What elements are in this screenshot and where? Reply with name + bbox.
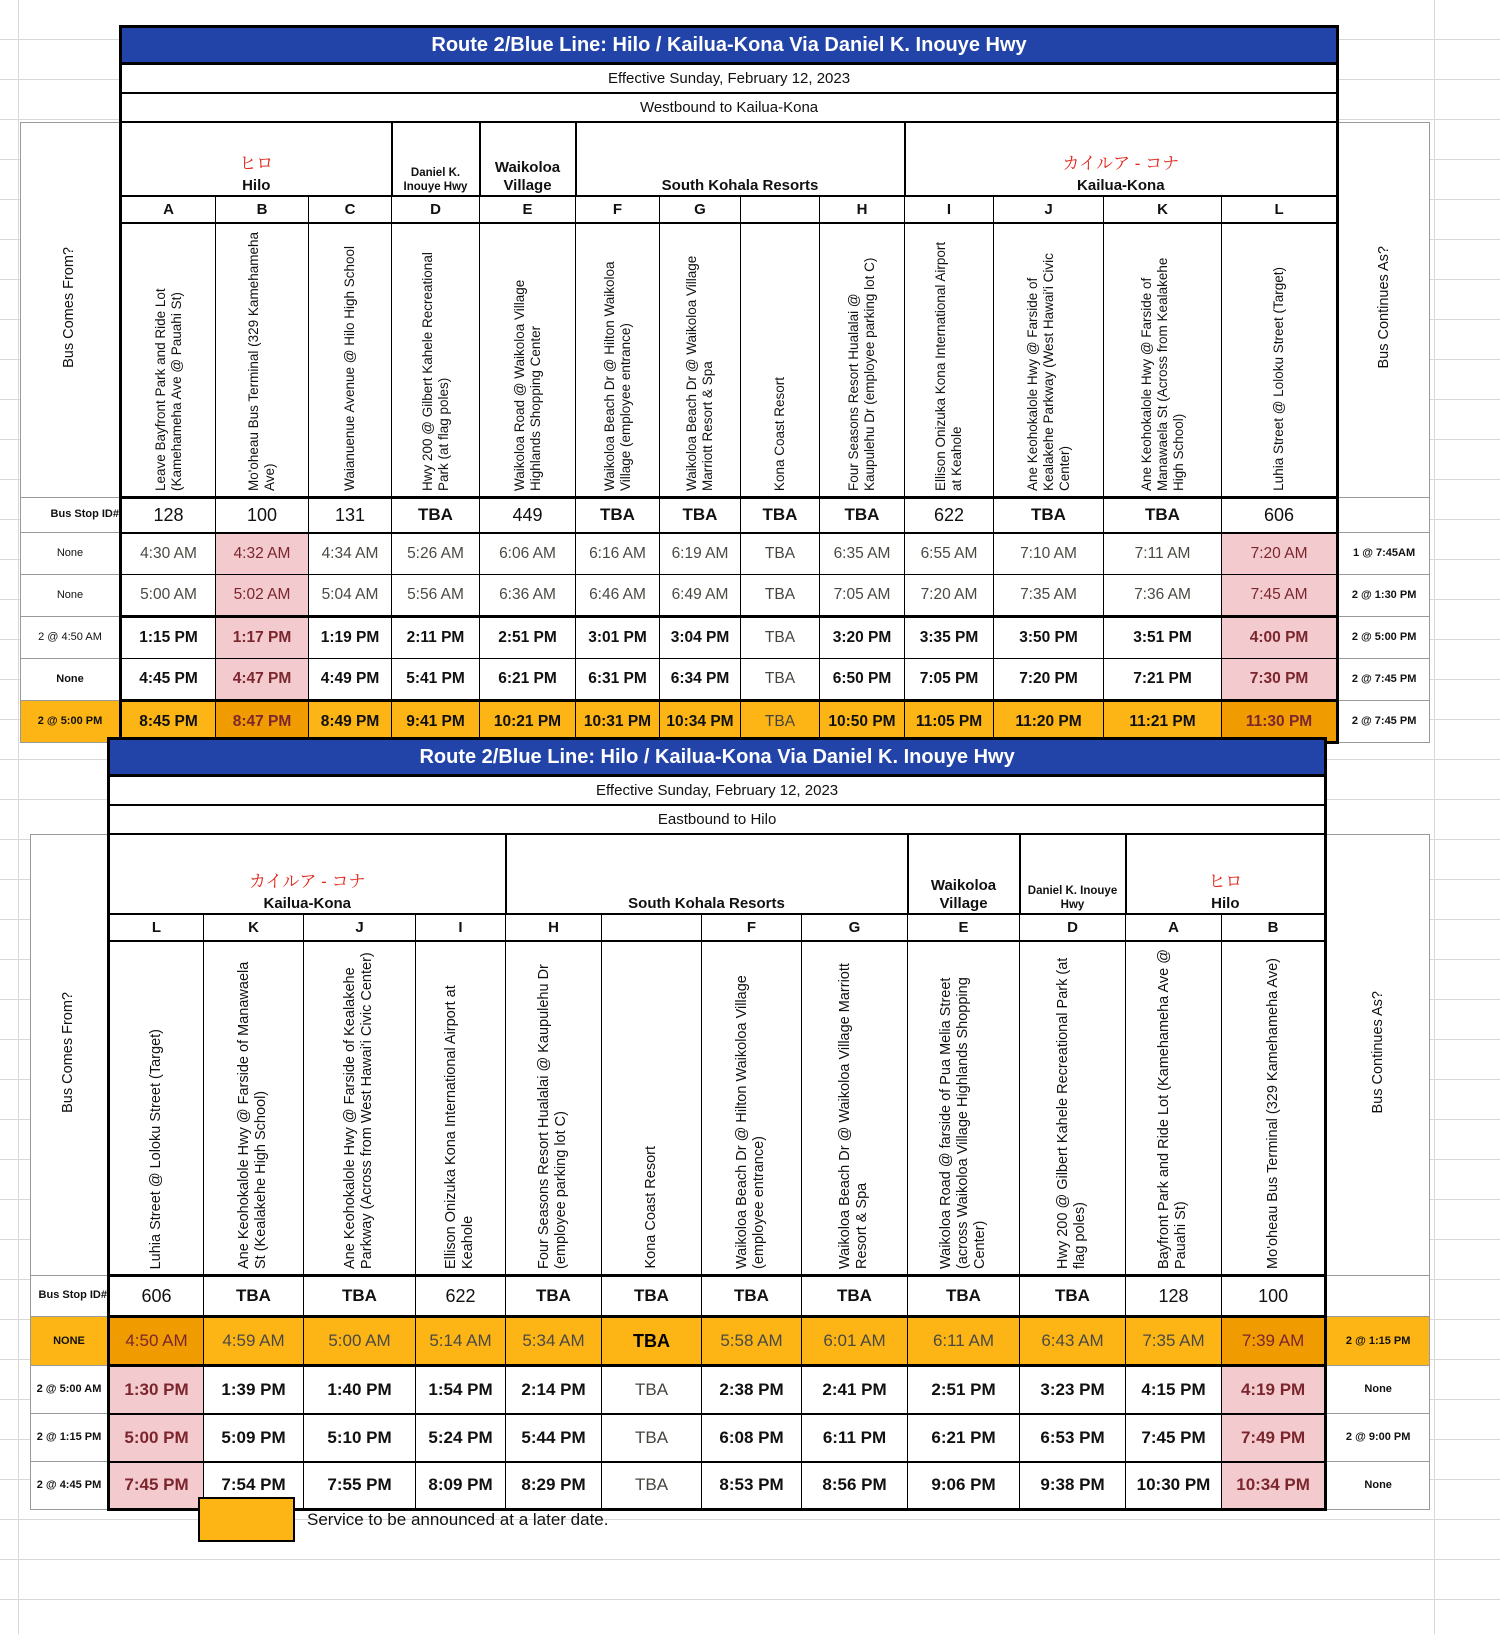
column-letter: H (506, 914, 602, 941)
schedule-table (30, 737, 1430, 1511)
time-cell: 7:11 AM (1104, 533, 1222, 575)
bus-comes-from-value: None (21, 659, 121, 701)
time-cell: 3:35 PM (905, 617, 994, 659)
time-cell: 5:04 AM (309, 575, 392, 617)
bus-stop-id: 622 (905, 498, 994, 533)
region-name: Daniel K. Inouye Hwy (403, 167, 468, 194)
stop-name: Waikoloa Beach Dr @ Hilton Waikoloa Village (employee entrance) (601, 261, 633, 491)
time-cell: 11:30 PM (1222, 701, 1338, 743)
grid-vline-left (18, 0, 19, 1634)
stop-name: Luhia Street @ Loloku Street (Target) (1271, 267, 1287, 491)
tba-legend (198, 1497, 608, 1542)
stop-name-cell (908, 941, 1020, 1276)
column-letter: K (1104, 196, 1222, 223)
bus-continues-as-label: Bus Continues As? (1369, 990, 1386, 1114)
time-cell: 4:59 AM (204, 1317, 304, 1366)
time-cell: 7:54 PM (204, 1462, 304, 1510)
time-cell: 5:14 AM (416, 1317, 506, 1366)
stop-name: Ellison Onizuka Kona International Airport at Keahole (933, 241, 964, 491)
stop-name: Waikoloa Beach Dr @ Waikoloa Village Marriott Resort & Spa (684, 255, 715, 491)
stop-name: Ane Keohokalole Hwy @ Farside of Kealakehe Parkway (West Hawai'i Civic Center) (1024, 253, 1072, 491)
stop-name-cell (741, 223, 820, 498)
bus-stop-id: TBA (802, 1276, 908, 1317)
time-cell: 8:29 PM (506, 1462, 602, 1510)
time-cell: 7:20 PM (994, 659, 1104, 701)
region-name: Daniel K. Inouye Hwy (1027, 885, 1118, 912)
bus-stop-id: TBA (702, 1276, 802, 1317)
time-cell: 5:44 PM (506, 1414, 602, 1462)
stop-name-cell (702, 941, 802, 1276)
stop-name: Waikoloa Beach Dr @ Hilton Waikoloa Village (employee entrance) (734, 975, 768, 1269)
bus-continues-as-value: 2 @ 7:45 PM (1338, 701, 1430, 743)
time-cell: 8:47 PM (216, 701, 309, 743)
time-cell: 1:39 PM (204, 1366, 304, 1414)
bus-stop-id: TBA (602, 1276, 702, 1317)
stop-name: Ane Keohokalole Hwy @ Farside of Manawaela St (Kealakehe High School) (236, 961, 270, 1269)
time-cell: 3:50 PM (994, 617, 1104, 659)
bus-stop-id: 131 (309, 498, 392, 533)
column-letter: B (1222, 914, 1326, 941)
bus-comes-from-value: None (21, 533, 121, 575)
bus-continues-as-value: 2 @ 1:30 PM (1338, 575, 1430, 617)
time-cell: 5:10 PM (304, 1414, 416, 1462)
stop-name-cell (602, 941, 702, 1276)
stop-name-cell (1126, 941, 1222, 1276)
time-cell: 1:15 PM (121, 617, 216, 659)
column-letter: G (660, 196, 741, 223)
time-cell: 6:11 PM (802, 1414, 908, 1462)
stop-name: Hwy 200 @ Gilbert Kahele Recreational Park (at flag poles) (1055, 957, 1089, 1269)
time-cell: 3:51 PM (1104, 617, 1222, 659)
time-cell: 6:16 AM (576, 533, 660, 575)
region-group (392, 122, 480, 196)
time-cell: 7:45 PM (1126, 1414, 1222, 1462)
column-letter (741, 196, 820, 223)
margin-spacer (21, 27, 121, 64)
time-cell: TBA (602, 1414, 702, 1462)
time-cell: 7:45 AM (1222, 575, 1338, 617)
grid-vline-right (1434, 0, 1435, 1634)
time-cell: 4:47 PM (216, 659, 309, 701)
time-cell: 4:19 PM (1222, 1366, 1326, 1414)
time-cell: 6:31 PM (576, 659, 660, 701)
bus-comes-from-value: 2 @ 1:15 PM (31, 1414, 109, 1462)
time-cell: 2:38 PM (702, 1366, 802, 1414)
stop-name: Kona Coast Resort (642, 1146, 659, 1269)
stop-name: Hwy 200 @ Gilbert Kahele Recreational Park (at flag poles) (419, 252, 451, 491)
time-cell: 3:01 PM (576, 617, 660, 659)
time-cell: 6:19 AM (660, 533, 741, 575)
time-cell: 5:41 PM (392, 659, 480, 701)
time-cell: 6:50 PM (820, 659, 905, 701)
time-cell: 10:34 PM (660, 701, 741, 743)
column-letter: I (905, 196, 994, 223)
stop-name-cell (304, 941, 416, 1276)
bus-stop-id: 128 (1126, 1276, 1222, 1317)
region-name: Waikoloa Village (494, 159, 561, 194)
column-letter: L (109, 914, 204, 941)
stop-name-cell (392, 223, 480, 498)
stop-name: Ane Keohokalole Hwy @ Farside of Kealakehe Parkway (Across from West Hawai'i Civic Center) (342, 952, 376, 1269)
time-cell: 1:30 PM (109, 1366, 204, 1414)
bus-comes-from-value: 2 @ 4:45 PM (31, 1462, 109, 1510)
column-letter: D (1020, 914, 1126, 941)
bus-continues-as-header (1326, 834, 1430, 1276)
time-cell: 5:24 PM (416, 1414, 506, 1462)
time-cell: TBA (602, 1462, 702, 1510)
bus-stop-id-label: Bus Stop ID# (21, 498, 121, 533)
time-cell: 4:45 PM (121, 659, 216, 701)
time-cell: 2:11 PM (392, 617, 480, 659)
stop-name: Luhia Street @ Loloku Street (Target) (147, 1028, 164, 1269)
time-cell: 7:35 AM (1126, 1317, 1222, 1366)
stop-name-cell (506, 941, 602, 1276)
stop-name: Waianuenue Avenue @ Hilo High School (342, 246, 358, 491)
direction-label: Eastbound to Hilo (109, 805, 1326, 834)
margin-spacer (1326, 739, 1430, 776)
time-cell: 1:17 PM (216, 617, 309, 659)
stop-name: Leave Bayfront Park and Ride Lot (Kamehameha Ave @ Pauahi St) (152, 288, 184, 491)
time-cell: 7:10 AM (994, 533, 1104, 575)
margin-spacer (31, 776, 109, 806)
bus-comes-from-label: Bus Comes From? (60, 991, 77, 1113)
region-group (506, 834, 908, 914)
region-name: South Kohala Resorts (661, 177, 819, 194)
column-letter: J (994, 196, 1104, 223)
margin-spacer (31, 739, 109, 776)
eastbound-timetable (30, 737, 1430, 1511)
region-name: Hilo (242, 177, 271, 194)
bus-comes-from-value: NONE (31, 1317, 109, 1366)
margin-spacer (21, 93, 121, 122)
bus-stop-id: TBA (392, 498, 480, 533)
effective-date: Effective Sunday, February 12, 2023 (121, 64, 1338, 94)
bus-stop-id: 606 (109, 1276, 204, 1317)
tba-legend-text: Service to be announced at a later date. (307, 1509, 609, 1529)
column-letter: K (204, 914, 304, 941)
time-cell: 6:53 PM (1020, 1414, 1126, 1462)
time-cell: 10:31 PM (576, 701, 660, 743)
stop-name: Kona Coast Resort (772, 376, 788, 491)
stop-name: Waikoloa Road @ farside of Pua Melia Street (across Waikoloa Village Highlands Shopping Center) (937, 977, 989, 1269)
schedule-table (20, 25, 1430, 744)
time-cell: 9:06 PM (908, 1462, 1020, 1510)
time-cell: 7:55 PM (304, 1462, 416, 1510)
bus-stop-id: TBA (820, 498, 905, 533)
time-cell: 10:21 PM (480, 701, 576, 743)
region-group (121, 122, 392, 196)
time-cell: 6:49 AM (660, 575, 741, 617)
bus-continues-as-value: None (1326, 1366, 1430, 1414)
westbound-timetable (20, 25, 1430, 744)
time-cell: 6:08 PM (702, 1414, 802, 1462)
time-cell: 5:56 AM (392, 575, 480, 617)
column-letter: F (702, 914, 802, 941)
stop-name-cell (1104, 223, 1222, 498)
time-cell: 4:30 AM (121, 533, 216, 575)
time-cell: 5:26 AM (392, 533, 480, 575)
bus-continues-as-label: Bus Continues As? (1375, 245, 1392, 369)
column-letter: F (576, 196, 660, 223)
bus-stop-id: TBA (741, 498, 820, 533)
stop-name-cell (480, 223, 576, 498)
stop-name-cell (905, 223, 994, 498)
time-cell: 9:41 PM (392, 701, 480, 743)
stop-name: Ane Keohokalole Hwy @ Farside of Manawaela St (Across from Kealakehe High School) (1138, 257, 1186, 491)
stop-name-cell (660, 223, 741, 498)
region-group (1126, 834, 1326, 914)
time-cell: 2:14 PM (506, 1366, 602, 1414)
time-cell: 7:39 AM (1222, 1317, 1326, 1366)
region-name-japanese: カイルア - コナ (248, 871, 366, 891)
bus-continues-as-value: 2 @ 1:15 PM (1326, 1317, 1430, 1366)
stop-name: Waikoloa Road @ Waikoloa Village Highlands Shopping Center (511, 279, 543, 491)
stop-name-cell (820, 223, 905, 498)
time-cell: TBA (741, 575, 820, 617)
stop-name: Bayfront Park and Ride Lot (Kamehameha Ave @ Pauahi St) (1156, 949, 1190, 1269)
time-cell: 6:11 AM (908, 1317, 1020, 1366)
margin-spacer (31, 805, 109, 834)
bus-comes-from-header (31, 834, 109, 1276)
region-name: Waikoloa Village (930, 877, 997, 912)
region-name: South Kohala Resorts (628, 895, 785, 912)
bus-stop-id: TBA (506, 1276, 602, 1317)
time-cell: TBA (602, 1317, 702, 1366)
direction-label: Westbound to Kailua-Kona (121, 93, 1338, 122)
bus-stop-id: TBA (1020, 1276, 1126, 1317)
region-name: Kailua-Kona (1077, 177, 1165, 194)
time-cell: 5:58 AM (702, 1317, 802, 1366)
time-cell: 6:55 AM (905, 533, 994, 575)
margin-spacer (1326, 805, 1430, 834)
stop-name: Ellison Onizuka Kona International Airport at Keahole (443, 985, 477, 1269)
bus-comes-from-value: 2 @ 5:00 PM (21, 701, 121, 743)
time-cell: 6:06 AM (480, 533, 576, 575)
bus-continues-as-header (1338, 122, 1430, 498)
table-title: Route 2/Blue Line: Hilo / Kailua-Kona Via Daniel K. Inouye Hwy (109, 739, 1326, 776)
bus-comes-from-label: Bus Comes From? (61, 246, 78, 368)
side-empty-cell (1326, 1276, 1430, 1317)
time-cell: 5:00 AM (304, 1317, 416, 1366)
bus-continues-as-value: 2 @ 7:45 PM (1338, 659, 1430, 701)
bus-comes-from-value: 2 @ 5:00 AM (31, 1366, 109, 1414)
stop-name: Four Seasons Resort Hualalai @ Kaupulehu Dr (employee parking lot C) (536, 964, 570, 1269)
bus-continues-as-value: 2 @ 9:00 PM (1326, 1414, 1430, 1462)
bus-stop-id: TBA (908, 1276, 1020, 1317)
stop-name: Waikoloa Beach Dr @ Waikoloa Village Marriott Resort & Spa (837, 963, 871, 1269)
region-group (908, 834, 1020, 914)
time-cell: 8:53 PM (702, 1462, 802, 1510)
bus-stop-id: 449 (480, 498, 576, 533)
column-letter: G (802, 914, 908, 941)
region-name: Hilo (1211, 895, 1240, 912)
time-cell: 8:56 PM (802, 1462, 908, 1510)
region-group (905, 122, 1338, 196)
bus-stop-id: TBA (204, 1276, 304, 1317)
time-cell: 5:34 AM (506, 1317, 602, 1366)
stop-name-cell (576, 223, 660, 498)
stop-name: Four Seasons Resort Hualalai @ Kaupulehu Dr (employee parking lot C) (846, 257, 877, 491)
bus-stop-id: TBA (576, 498, 660, 533)
bus-stop-id-label: Bus Stop ID# (31, 1276, 109, 1317)
stop-name-cell (1222, 941, 1326, 1276)
column-letter (602, 914, 702, 941)
time-cell: 4:15 PM (1126, 1366, 1222, 1414)
stop-name-cell (121, 223, 216, 498)
time-cell: 7:49 PM (1222, 1414, 1326, 1462)
region-group (480, 122, 576, 196)
time-cell: 6:43 AM (1020, 1317, 1126, 1366)
stop-name: Mo'oheau Bus Terminal (329 Kamehameha Ave) (246, 232, 277, 491)
time-cell: 5:00 PM (109, 1414, 204, 1462)
table-title: Route 2/Blue Line: Hilo / Kailua-Kona Via Daniel K. Inouye Hwy (121, 27, 1338, 64)
time-cell: 6:46 AM (576, 575, 660, 617)
time-cell: 11:05 PM (905, 701, 994, 743)
time-cell: 7:20 AM (905, 575, 994, 617)
region-name-japanese: ヒロ (239, 153, 274, 173)
bus-stop-id: TBA (304, 1276, 416, 1317)
time-cell: 5:00 AM (121, 575, 216, 617)
time-cell: 6:01 AM (802, 1317, 908, 1366)
region-group (109, 834, 506, 914)
column-letter: E (908, 914, 1020, 941)
column-letter: B (216, 196, 309, 223)
side-empty-cell (1338, 498, 1430, 533)
bus-stop-id: TBA (660, 498, 741, 533)
column-letter: L (1222, 196, 1338, 223)
stop-name-cell (416, 941, 506, 1276)
stop-name-cell (204, 941, 304, 1276)
bus-stop-id: 622 (416, 1276, 506, 1317)
time-cell: 2:51 PM (908, 1366, 1020, 1414)
time-cell: 6:36 AM (480, 575, 576, 617)
bus-stop-id: 100 (1222, 1276, 1326, 1317)
column-letter: C (309, 196, 392, 223)
bus-comes-from-header (21, 122, 121, 498)
region-name: Kailua-Kona (263, 895, 351, 912)
tba-legend-swatch (198, 1497, 295, 1542)
stop-name-cell (309, 223, 392, 498)
bus-continues-as-value: None (1326, 1462, 1430, 1510)
time-cell: 4:50 AM (109, 1317, 204, 1366)
margin-spacer (1326, 776, 1430, 806)
stop-name: Mo'oheau Bus Terminal (329 Kamehameha Ave) (1264, 958, 1281, 1269)
time-cell: 1:54 PM (416, 1366, 506, 1414)
margin-spacer (1338, 93, 1430, 122)
stop-name-cell (109, 941, 204, 1276)
region-name-japanese: カイルア - コナ (1062, 153, 1180, 173)
time-cell: 7:36 AM (1104, 575, 1222, 617)
time-cell: 4:34 AM (309, 533, 392, 575)
column-letter: A (1126, 914, 1222, 941)
time-cell: 7:45 PM (109, 1462, 204, 1510)
time-cell: 6:21 PM (908, 1414, 1020, 1462)
time-cell: 3:23 PM (1020, 1366, 1126, 1414)
stop-name-cell (1020, 941, 1126, 1276)
time-cell: 3:04 PM (660, 617, 741, 659)
stop-name-cell (802, 941, 908, 1276)
bus-comes-from-value: 2 @ 4:50 AM (21, 617, 121, 659)
time-cell: 7:21 PM (1104, 659, 1222, 701)
time-cell: 8:45 PM (121, 701, 216, 743)
time-cell: 7:05 PM (905, 659, 994, 701)
time-cell: 1:19 PM (309, 617, 392, 659)
column-letter: A (121, 196, 216, 223)
margin-spacer (1338, 27, 1430, 64)
time-cell: TBA (741, 701, 820, 743)
time-cell: TBA (741, 617, 820, 659)
column-letter: D (392, 196, 480, 223)
time-cell: TBA (741, 533, 820, 575)
time-cell: 2:51 PM (480, 617, 576, 659)
bus-stop-id: TBA (1104, 498, 1222, 533)
column-letter: J (304, 914, 416, 941)
time-cell: 4:00 PM (1222, 617, 1338, 659)
time-cell: 6:35 AM (820, 533, 905, 575)
time-cell: 9:38 PM (1020, 1462, 1126, 1510)
bus-continues-as-value: 2 @ 5:00 PM (1338, 617, 1430, 659)
time-cell: 3:20 PM (820, 617, 905, 659)
time-cell: 5:02 AM (216, 575, 309, 617)
time-cell: 11:21 PM (1104, 701, 1222, 743)
time-cell: 7:35 AM (994, 575, 1104, 617)
bus-stop-id: 100 (216, 498, 309, 533)
margin-spacer (1338, 64, 1430, 94)
region-name-japanese: ヒロ (1208, 871, 1243, 891)
column-letter: E (480, 196, 576, 223)
time-cell: 4:32 AM (216, 533, 309, 575)
time-cell: 1:40 PM (304, 1366, 416, 1414)
bus-comes-from-value: None (21, 575, 121, 617)
column-letter: H (820, 196, 905, 223)
time-cell: 8:49 PM (309, 701, 392, 743)
time-cell: 2:41 PM (802, 1366, 908, 1414)
column-letter: I (416, 914, 506, 941)
time-cell: TBA (602, 1366, 702, 1414)
bus-stop-id: 606 (1222, 498, 1338, 533)
stop-name-cell (216, 223, 309, 498)
bus-stop-id: TBA (994, 498, 1104, 533)
bus-stop-id: 128 (121, 498, 216, 533)
time-cell: 10:50 PM (820, 701, 905, 743)
time-cell: 6:34 PM (660, 659, 741, 701)
bus-continues-as-value: 1 @ 7:45AM (1338, 533, 1430, 575)
margin-spacer (21, 64, 121, 94)
time-cell: 4:49 PM (309, 659, 392, 701)
time-cell: 7:30 PM (1222, 659, 1338, 701)
time-cell: 6:21 PM (480, 659, 576, 701)
stop-name-cell (994, 223, 1104, 498)
time-cell: TBA (741, 659, 820, 701)
effective-date: Effective Sunday, February 12, 2023 (109, 776, 1326, 806)
stop-name-cell (1222, 223, 1338, 498)
time-cell: 7:20 AM (1222, 533, 1338, 575)
time-cell: 8:09 PM (416, 1462, 506, 1510)
time-cell: 5:09 PM (204, 1414, 304, 1462)
time-cell: 10:30 PM (1126, 1462, 1222, 1510)
time-cell: 10:34 PM (1222, 1462, 1326, 1510)
time-cell: 11:20 PM (994, 701, 1104, 743)
region-group (1020, 834, 1126, 914)
region-group (576, 122, 905, 196)
time-cell: 7:05 AM (820, 575, 905, 617)
